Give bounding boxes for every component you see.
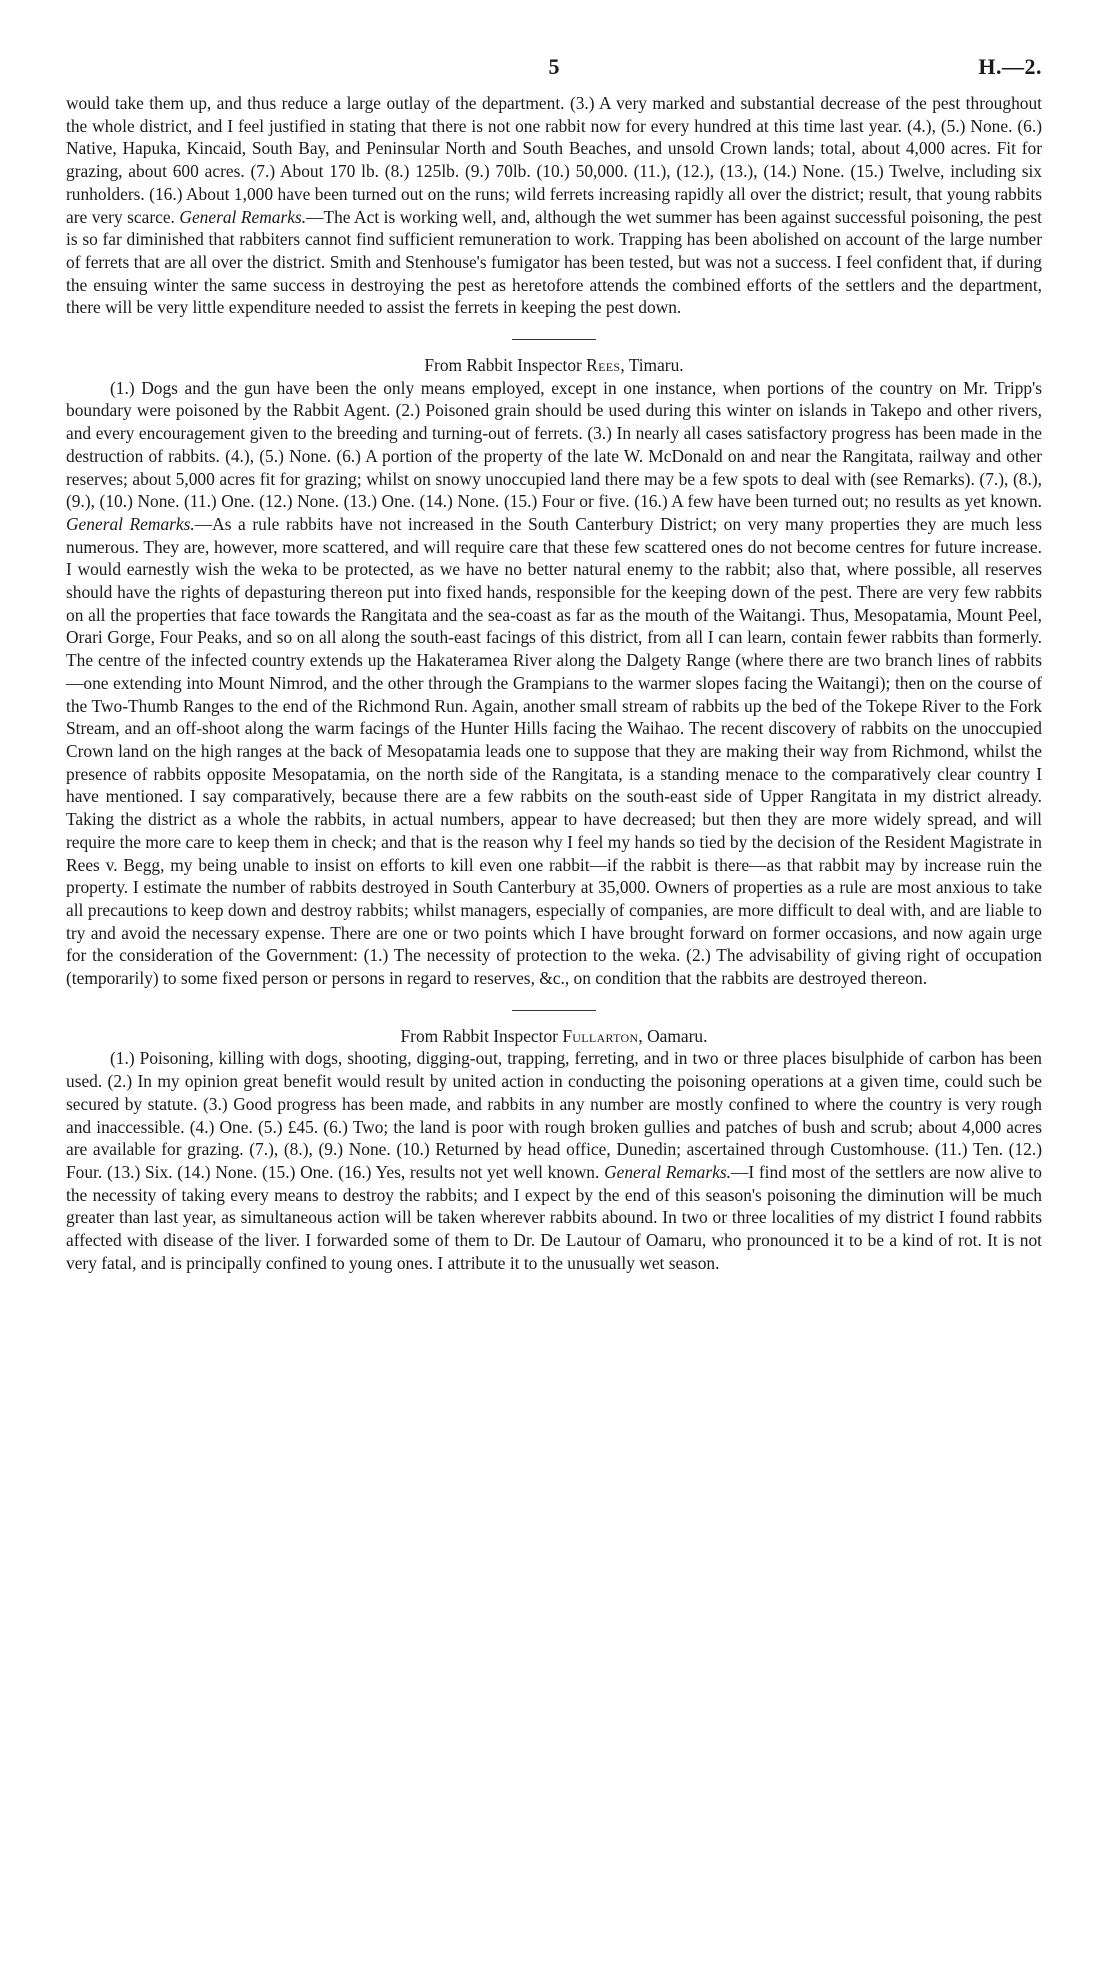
intro-paragraph xyxy=(66,92,1042,319)
fullarton-heading-prefix: From Rabbit Inspector xyxy=(400,1025,563,1046)
fullarton-paragraph xyxy=(66,1047,1042,1274)
fullarton-section-heading xyxy=(66,1025,1042,1048)
rees-heading-prefix: From Rabbit Inspector xyxy=(424,355,587,376)
page-number: 5 xyxy=(548,54,560,79)
intro-text: would take them up, and thus reduce a large outlay of the department. (3.) A very marked and substantial decrease of the pest throughout the whole district, and I feel justified in stating that there is not one rabbit now for every hundred at this time last year. (4.), (5.) None. (6.) Native, Hapuka, Kincaid, South Bay, and Peninsular North and South Beaches, and unsold Crown lands; total, about 4,000 acres. Fit for grazing, about 600 acres. (7.) About 170 lb. (8.) 125lb. (9.) 70lb. (10.) 50,000. (11.), (12.), (13.), (14.) None. (15.) Twelve, including six runholders. (16.) About 1,000 have been turned out on the runs; wild ferrets increasing rapidly all over the district; result, that young rabbits are very scarce. xyxy=(66,93,1042,227)
intro-remarks-label: General Remarks. xyxy=(179,206,307,227)
fullarton-remarks-text: —I find most of the settlers are now alive to the necessity of taking every means to destroy the rabbits; and I expect by the end of this season's poisoning the diminution will be much greater than last year, as simultaneous action will be taken wherever rabbits abound. In two or three localities of my district I found rabbits affected with disease of the liver. I forwarded some of them to Dr. De Lautour of Oamaru, who pronounced it to be a kind of rot. It is not very fatal, and is principally confined to young ones. I attribute it to the unusually wet season. xyxy=(66,1161,1043,1273)
intro-remarks-text: —The Act is working well, and, although the wet summer has been against successful poisoning, the pest is so far diminished that rabbiters cannot find sufficient remuneration to work. Trapping has been abolished on account of the large number of ferrets that are all over the district. Smith and Stenhouse's fumigator has been tested, but was not a success. I feel confident that, if during the ensuing winter the same success in destroying the pest as heretofore attends the combined efforts of the settlers and the department, there will be very little expenditure needed to assist the ferrets in keeping the pest down. xyxy=(66,206,1042,318)
fullarton-heading-name: Fullarton xyxy=(562,1025,639,1046)
rees-remarks-label: General Remarks. xyxy=(66,513,195,534)
fullarton-text: (1.) Poisoning, killing with dogs, shooting, digging-out, trapping, ferreting, and in two or three places bisulphide of carbon has been used. (2.) In my opinion great benefit would result by united action in conducting the poisoning operations at a given time, could such be secured by statute. (3.) Good progress has been made, and rabbits in any number are mostly confined to where the country is very rough and inaccessible. (4.) One. (5.) £45. (6.) Two; the land is poor with rough broken gullies and patches of bush and scrub; about 4,000 acres are available for grazing. (7.), (8.), (9.) None. (10.) Returned by head office, Dunedin; ascertained through Customhouse. (11.) Ten. (12.) Four. (13.) Six. (14.) None. (15.) One. (16.) Yes, results not yet well known. xyxy=(66,1048,1042,1182)
fullarton-heading-suffix: , Oamaru. xyxy=(638,1025,708,1046)
rees-paragraph xyxy=(66,377,1042,990)
fullarton-remarks-label: General Remarks. xyxy=(604,1161,731,1182)
rees-section-heading xyxy=(66,354,1042,377)
document-page xyxy=(66,52,1042,1274)
page-header xyxy=(66,52,1042,92)
section-divider xyxy=(512,339,596,340)
section-divider xyxy=(512,1010,596,1011)
rees-heading-name: Rees xyxy=(586,355,621,376)
rees-heading-suffix: , Timaru. xyxy=(620,355,684,376)
document-reference: H.—2. xyxy=(978,54,1042,79)
rees-remarks-text: —As a rule rabbits have not increased in the South Canterbury District; on very many properties they are much less numerous. They are, however, more scattered, and will require care that these few scattered ones do not become centres for future increase. I would earnestly wish the weka to be protected, as we have no better natural enemy to the rabbit; also that, where possible, all reserves should have the rights of depasturing thereon put into fixed hands, responsible for the keeping down of the pest. There are very few rabbits on all the properties that face towards the Rangitata and the sea-coast as far as the mouth of the Waitangi. Thus, Mesopatamia, Mount Peel, Orari Gorge, Four Peaks, and so on all along the south-east facings of this district, from all I can learn, contain fewer rabbits than formerly. The centre of the infected country extends up the Hakateramea River along the Dalgety Range (where there are two branch lines of rabbits—one extending into Mount Nimrod, and the other through the Grampians to the warmer slopes facing the Waitangi); then on the course of the Two-Thumb Ranges to the end of the Richmond Run. Again, another small stream of rabbits up the bed of the Tokepe River to the Fork Stream, and an off-shoot along the warm facings of the Hunter Hills facing the Waihao. The recent discovery of rabbits on the unoccupied Crown land on the high ranges at the back of Mesopatamia leads one to suppose that they are making their way from Richmond, whilst the presence of rabbits opposite Mesopatamia, on the north side of the Rangitata, is a standing menace to the comparatively clear country I have mentioned. I say comparatively, because there are a few rabbits on the south-east side of Upper Rangitata in my district already. Taking the district as a whole the rabbits, in actual numbers, appear to have decreased; but then they are more widely spread, and will require the more care to keep them in check; and that is the reason why I feel my hands so tied by the decision of the Resident Magistrate in Rees v. Begg, my being unable to insist on efforts to kill even one rabbit—if the rabbit is there—as that rabbit may by increase ruin the property. I estimate the number of rabbits destroyed in South Canterbury at 35,000. Owners of properties as a rule are most anxious to take all precautions to keep down and destroy rabbits; whilst managers, especially of companies, are more difficult to deal with, and are liable to try and avoid the necessary expense. There are one or two points which I have brought forward on former occasions, and now again urge for the consideration of the Government: (1.) The necessity of protection to the weka. (2.) The advisability of giving right of occupation (temporarily) to some fixed person or persons in regard to reserves, &c., on condition that the rabbits are destroyed thereon. xyxy=(66,513,1042,989)
rees-text: (1.) Dogs and the gun have been the only means employed, except in one instance, when portions of the country on Mr. Tripp's boundary were poisoned by the Rabbit Agent. (2.) Poisoned grain should be used during this winter on islands in Takepo and other rivers, and every encouragement given to the breeding and turning-out of ferrets. (3.) In nearly all cases satisfactory progress has been made in the destruction of rabbits. (4.), (5.) None. (6.) A portion of the property of the late W. McDonald on and near the Rangitata, railway and other reserves; about 5,000 acres fit for grazing; whilst on snowy unoccupied land there may be a few spots to deal with (see Remarks). (7.), (8.), (9.), (10.) None. (11.) One. (12.) None. (13.) One. (14.) None. (15.) Four or five. (16.) A few have been turned out; no results as yet known. xyxy=(66,377,1042,512)
